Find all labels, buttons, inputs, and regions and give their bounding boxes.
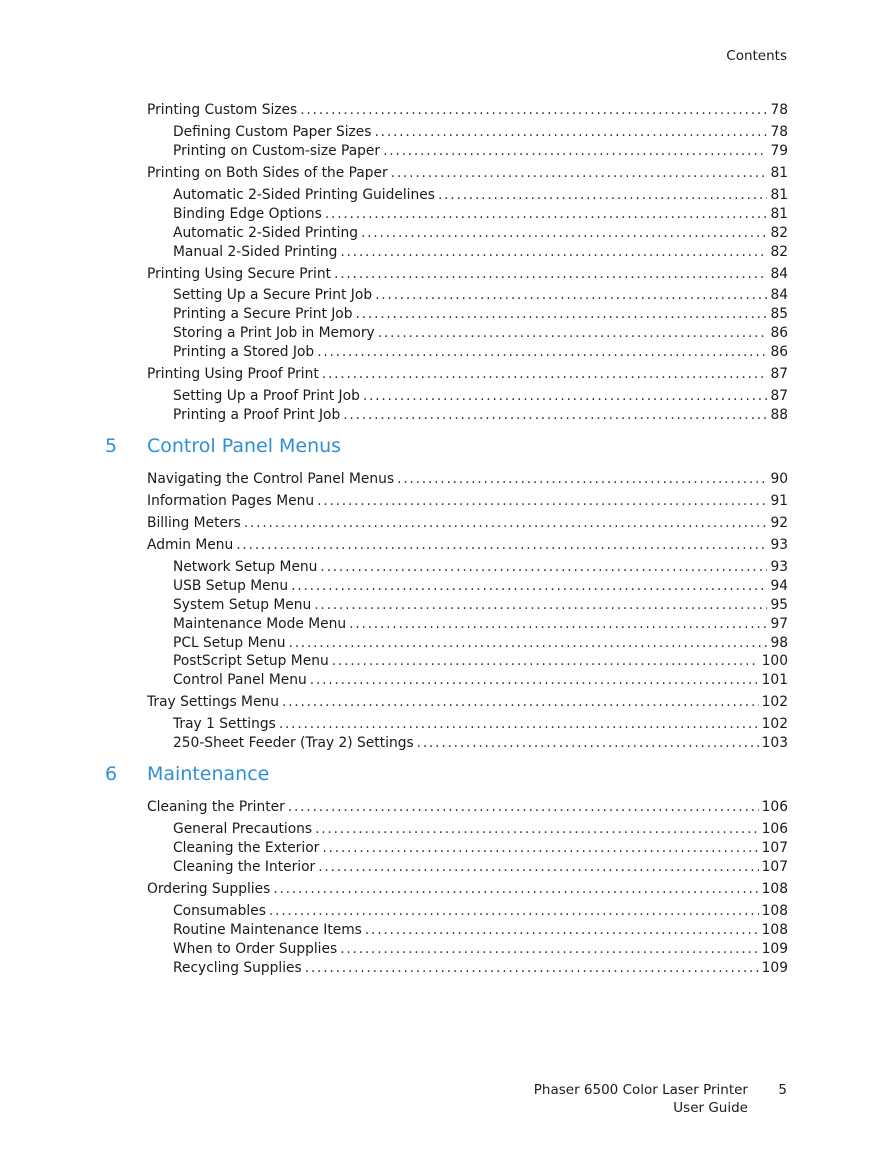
toc-leader-dots (279, 715, 759, 733)
toc-entry-page: 101 (761, 672, 788, 688)
toc-entry-title: Printing Using Secure Print (147, 266, 332, 282)
toc-entry-page: 109 (761, 941, 788, 957)
toc-entry[interactable] (173, 902, 788, 920)
toc-entry-page: 95 (770, 597, 788, 613)
toc-leader-dots (343, 406, 767, 424)
toc-entry[interactable] (173, 324, 788, 342)
toc-entry[interactable] (173, 596, 788, 614)
toc-entry-title: Printing a Proof Print Job (173, 407, 341, 423)
toc-entry[interactable] (147, 164, 788, 182)
toc-entry[interactable] (147, 693, 788, 711)
toc-entry[interactable] (173, 142, 788, 160)
toc-leader-dots (438, 186, 767, 204)
toc-leader-dots (332, 652, 759, 670)
toc-entry[interactable] (147, 514, 788, 532)
toc-entry-title: Automatic 2-Sided Printing Guidelines (173, 187, 435, 203)
toc-entry-page: 103 (761, 735, 788, 751)
toc-entry[interactable] (173, 734, 788, 752)
toc-entry[interactable] (173, 634, 788, 652)
toc-entry-page: 106 (761, 821, 788, 837)
toc-entry-title: Network Setup Menu (173, 559, 318, 575)
chapter-heading-5 (105, 434, 505, 458)
toc-leader-dots (363, 387, 768, 405)
toc-leader-dots (391, 164, 768, 182)
toc-entry-page: 87 (770, 388, 788, 404)
toc-entry-title: Storing a Print Job in Memory (173, 325, 375, 341)
toc-entry[interactable] (173, 205, 788, 223)
toc-entry-title: Consumables (173, 903, 266, 919)
toc-entry-title: PostScript Setup Menu (173, 653, 329, 669)
toc-entry[interactable] (147, 265, 788, 283)
toc-entry-title: Printing Using Proof Print (147, 366, 319, 382)
toc-entry[interactable] (173, 820, 788, 838)
toc-entry-page: 81 (770, 165, 788, 181)
chapter-number: 6 (105, 763, 118, 785)
toc-entry[interactable] (173, 671, 788, 689)
toc-entry-title: General Precautions (173, 821, 313, 837)
toc-entry-page: 85 (770, 306, 788, 322)
toc-entry-page: 82 (770, 225, 788, 241)
toc-entry[interactable] (173, 959, 788, 977)
toc-entry-page: 108 (761, 903, 788, 919)
footer-guide-name: User Guide (673, 1100, 748, 1116)
toc-entry-title: PCL Setup Menu (173, 635, 286, 651)
toc-entry-title: USB Setup Menu (173, 578, 289, 594)
toc-entry-title: Binding Edge Options (173, 206, 322, 222)
toc-entry[interactable] (147, 101, 788, 119)
toc-entry-page: 94 (770, 578, 788, 594)
toc-entry[interactable] (147, 365, 788, 383)
toc-leader-dots (322, 365, 768, 383)
toc-leader-dots (397, 470, 767, 488)
toc-leader-dots (314, 596, 767, 614)
toc-entry-title: Recycling Supplies (173, 960, 302, 976)
toc-leader-dots (340, 243, 767, 261)
toc-entry-title: Maintenance Mode Menu (173, 616, 347, 632)
toc-entry-page: 86 (770, 325, 788, 341)
toc-entry-page: 98 (770, 635, 788, 651)
toc-entry[interactable] (173, 615, 788, 633)
toc-leader-dots (375, 286, 767, 304)
toc-entry-title: Information Pages Menu (147, 493, 315, 509)
toc-entry-page: 92 (770, 515, 788, 531)
toc-leader-dots (322, 839, 758, 857)
toc-entry[interactable] (173, 186, 788, 204)
toc-leader-dots (325, 205, 768, 223)
toc-entry-title: Cleaning the Printer (147, 799, 285, 815)
toc-entry-title: Cleaning the Interior (173, 859, 316, 875)
toc-entry-title: Printing a Stored Job (173, 344, 315, 360)
toc-entry-page: 87 (770, 366, 788, 382)
toc-entry-page: 90 (770, 471, 788, 487)
toc-entry-title: Billing Meters (147, 515, 241, 531)
toc-entry[interactable] (173, 652, 788, 670)
footer-page-number: 5 (778, 1082, 787, 1098)
toc-entry[interactable] (147, 492, 788, 510)
toc-entry-title: System Setup Menu (173, 597, 312, 613)
toc-entry-title: Control Panel Menu (173, 672, 307, 688)
toc-entry[interactable] (173, 839, 788, 857)
toc-entry-title: Navigating the Control Panel Menus (147, 471, 395, 487)
toc-entry-title: Defining Custom Paper Sizes (173, 124, 372, 140)
toc-entry-page: 78 (770, 102, 788, 118)
toc-entry[interactable] (173, 858, 788, 876)
toc-entry-title: Ordering Supplies (147, 881, 271, 897)
toc-entry[interactable] (173, 286, 788, 304)
footer-product-name: Phaser 6500 Color Laser Printer (533, 1082, 748, 1098)
toc-entry[interactable] (173, 387, 788, 405)
toc-leader-dots (244, 514, 768, 532)
toc-entry-page: 107 (761, 859, 788, 875)
toc-entry[interactable] (147, 470, 788, 488)
toc-entry-title: Cleaning the Exterior (173, 840, 320, 856)
toc-leader-dots (315, 820, 759, 838)
toc-entry-title: Admin Menu (147, 537, 234, 553)
toc-leader-dots (349, 615, 767, 633)
toc-leader-dots (305, 959, 759, 977)
toc-leader-dots (334, 265, 767, 283)
toc-entry-page: 107 (761, 840, 788, 856)
toc-entry-title: Printing on Both Sides of the Paper (147, 165, 388, 181)
running-header: Contents (726, 48, 787, 64)
toc-leader-dots (317, 343, 767, 361)
toc-leader-dots (300, 101, 767, 119)
toc-entry[interactable] (173, 940, 788, 958)
toc-entry-title: Tray 1 Settings (173, 716, 276, 732)
toc-entry-page: 102 (761, 716, 788, 732)
toc-entry-page: 108 (761, 922, 788, 938)
toc-leader-dots (310, 671, 759, 689)
toc-entry-page: 84 (770, 266, 788, 282)
toc-entry-page: 106 (761, 799, 788, 815)
toc-entry-title: Routine Maintenance Items (173, 922, 362, 938)
toc-entry[interactable] (173, 343, 788, 361)
toc-entry[interactable] (173, 577, 788, 595)
toc-entry[interactable] (173, 243, 788, 261)
chapter-number: 5 (105, 435, 118, 457)
toc-leader-dots (374, 123, 767, 141)
toc-entry[interactable] (173, 921, 788, 939)
toc-entry[interactable] (173, 305, 788, 323)
chapter-title: Maintenance (147, 763, 270, 785)
toc-entry-page: 109 (761, 960, 788, 976)
toc-entry-title: When to Order Supplies (173, 941, 338, 957)
toc-leader-dots (288, 798, 759, 816)
toc-entry-title: Printing Custom Sizes (147, 102, 298, 118)
toc-entry[interactable] (147, 880, 788, 898)
toc-entry-page: 86 (770, 344, 788, 360)
chapter-heading-6 (105, 762, 505, 786)
toc-entry-title: Setting Up a Proof Print Job (173, 388, 360, 404)
toc-entry-title: Automatic 2-Sided Printing (173, 225, 358, 241)
toc-entry-page: 97 (770, 616, 788, 632)
toc-entry[interactable] (147, 536, 788, 554)
toc-leader-dots (236, 536, 767, 554)
toc-entry[interactable] (173, 123, 788, 141)
toc-leader-dots (269, 902, 759, 920)
toc-entry-page: 93 (770, 537, 788, 553)
toc-entry-page: 79 (770, 143, 788, 159)
toc-entry[interactable] (147, 798, 788, 816)
toc-entry[interactable] (173, 406, 788, 424)
toc-entry-page: 91 (770, 493, 788, 509)
toc-leader-dots (317, 492, 767, 510)
toc-entry-title: Manual 2-Sided Printing (173, 244, 338, 260)
toc-entry-page: 102 (761, 694, 788, 710)
toc-leader-dots (288, 634, 767, 652)
toc-entry[interactable] (173, 715, 788, 733)
toc-entry-page: 81 (770, 206, 788, 222)
chapter-title: Control Panel Menus (147, 435, 342, 457)
toc-entry-page: 81 (770, 187, 788, 203)
toc-entry[interactable] (173, 558, 788, 576)
toc-entry-title: 250-Sheet Feeder (Tray 2) Settings (173, 735, 414, 751)
toc-entry[interactable] (173, 224, 788, 242)
toc-leader-dots (320, 558, 767, 576)
toc-entry-page: 100 (761, 653, 788, 669)
toc-leader-dots (340, 940, 758, 958)
toc-entry-title: Setting Up a Secure Print Job (173, 287, 373, 303)
toc-entry-page: 82 (770, 244, 788, 260)
toc-entry-title: Printing a Secure Print Job (173, 306, 353, 322)
toc-leader-dots (383, 142, 767, 160)
toc-entry-page: 88 (770, 407, 788, 423)
toc-entry-title: Tray Settings Menu (147, 694, 279, 710)
toc-leader-dots (356, 305, 768, 323)
toc-leader-dots (417, 734, 759, 752)
toc-entry-page: 93 (770, 559, 788, 575)
toc-entry-page: 84 (770, 287, 788, 303)
toc-leader-dots (365, 921, 759, 939)
toc-entry-page: 78 (770, 124, 788, 140)
toc-leader-dots (361, 224, 767, 242)
toc-leader-dots (318, 858, 758, 876)
toc-entry-page: 108 (761, 881, 788, 897)
toc-leader-dots (378, 324, 768, 342)
toc-leader-dots (291, 577, 767, 595)
toc-entry-title: Printing on Custom-size Paper (173, 143, 381, 159)
toc-leader-dots (273, 880, 758, 898)
toc-leader-dots (282, 693, 759, 711)
